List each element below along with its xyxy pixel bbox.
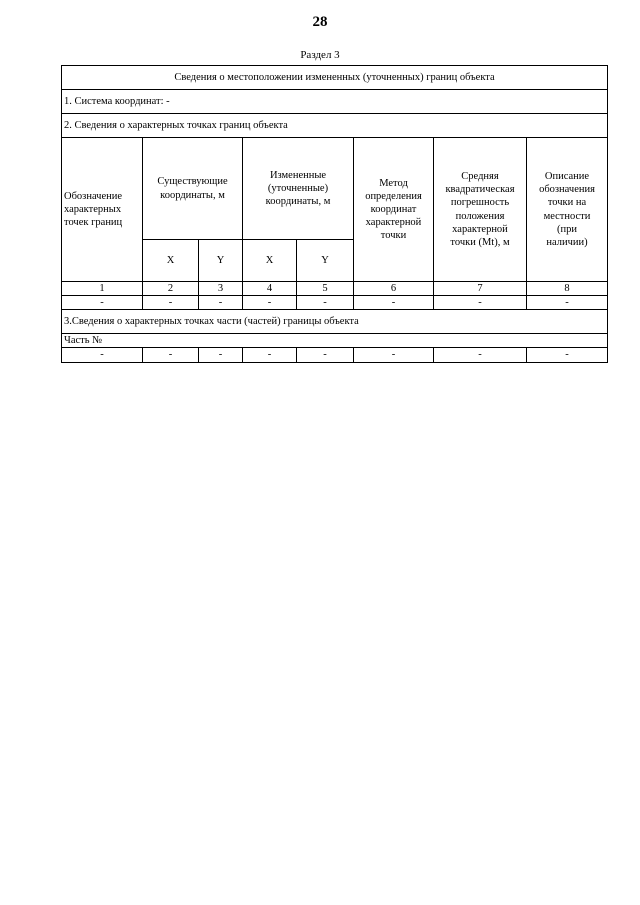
table-row: [62, 348, 608, 362]
section-title: Раздел 3: [300, 49, 340, 61]
header-error: Средняя квадратическая погрешность положения характерной точки (Mt), м: [434, 138, 527, 282]
table-cell: -: [297, 348, 354, 362]
column-number: 3: [199, 282, 243, 296]
table-cell: -: [243, 348, 297, 362]
header-x-existing: X: [143, 240, 199, 282]
points-heading-row: 2. Сведения о характерных точках границ объекта: [62, 114, 608, 138]
boundary-table: [61, 65, 608, 363]
column-number: 4: [243, 282, 297, 296]
header-description: Описание обозначения точки на местности (при наличии): [527, 138, 608, 282]
table-cell: -: [297, 296, 354, 310]
column-numbers-row: [62, 282, 608, 296]
part-heading-row: 3.Сведения о характерных точках части (частей) границы объекта: [62, 310, 608, 334]
table-row: [62, 296, 608, 310]
table-cell: -: [354, 296, 434, 310]
column-number: 2: [143, 282, 199, 296]
table-cell: -: [243, 296, 297, 310]
table-cell: -: [62, 348, 143, 362]
table-cell: -: [354, 348, 434, 362]
header-existing-coords: Существующие координаты, м: [143, 138, 243, 240]
table-cell: -: [199, 348, 243, 362]
header-changed-coords: Измененные (уточненные) координаты, м: [243, 138, 354, 240]
table-cell: -: [527, 296, 608, 310]
table-cell: -: [434, 296, 527, 310]
table-cell: -: [527, 348, 608, 362]
table-cell: -: [143, 348, 199, 362]
column-number: 8: [527, 282, 608, 296]
table-cell: -: [143, 296, 199, 310]
coord-system-row: 1. Система координат: -: [62, 90, 608, 114]
header-method: Метод определения координат характерной точки: [354, 138, 434, 282]
table-cell: -: [62, 296, 143, 310]
table-cell: -: [434, 348, 527, 362]
column-number: 1: [62, 282, 143, 296]
table-title: Сведения о местоположении измененных (уточненных) границ объекта: [62, 66, 608, 90]
header-y-existing: Y: [199, 240, 243, 282]
page-number: 28: [312, 14, 328, 30]
header-point-designation: Обозначение характерных точек границ: [62, 138, 143, 282]
header-x-changed: X: [243, 240, 297, 282]
header-y-changed: Y: [297, 240, 354, 282]
column-number: 7: [434, 282, 527, 296]
part-label-row: Часть №: [62, 334, 608, 348]
table-cell: -: [199, 296, 243, 310]
column-number: 5: [297, 282, 354, 296]
column-number: 6: [354, 282, 434, 296]
